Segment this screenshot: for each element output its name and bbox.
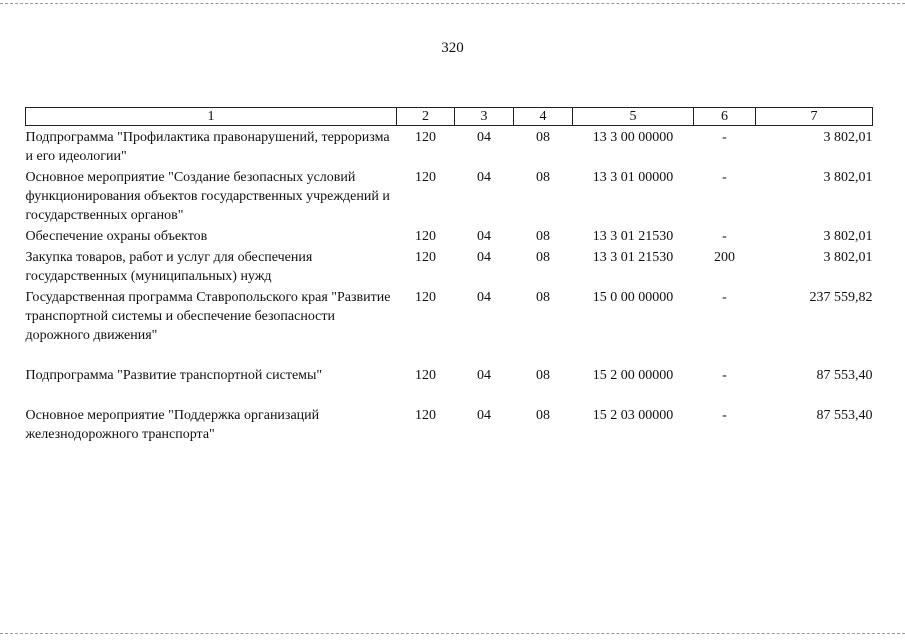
row-amount: 87 553,40	[816, 368, 873, 383]
row-code-5: 13 3 00 00000	[592, 130, 674, 145]
row-amount: 3 802,01	[823, 170, 873, 185]
row-code-6: -	[722, 368, 727, 383]
row-amount: 87 553,40	[816, 408, 873, 423]
table-row	[26, 166, 873, 225]
row-code-4: 08	[536, 250, 550, 265]
row-code-6: 200	[714, 250, 735, 265]
column-header-4: 4	[514, 108, 573, 126]
row-amount: 3 802,01	[823, 130, 873, 145]
row-code-2: 120	[415, 250, 436, 265]
row-code-4: 08	[536, 368, 550, 383]
row-name: Обеспечение охраны объектов	[25, 229, 208, 244]
row-name: Основное мероприятие "Поддержка организаций железнодорожного транспорта"	[25, 408, 320, 442]
row-code-6: -	[722, 408, 727, 423]
row-code-6: -	[722, 130, 727, 145]
row-code-3: 04	[477, 408, 491, 423]
row-name: Подпрограмма "Профилактика правонарушений, терроризма и его идеологии"	[25, 130, 390, 164]
column-header-6: 6	[694, 108, 756, 126]
scan-edge-top	[0, 3, 905, 4]
row-code-2: 120	[415, 408, 436, 423]
row-code-3: 04	[477, 229, 491, 244]
row-code-3: 04	[477, 170, 491, 185]
row-code-2: 120	[415, 368, 436, 383]
column-header-2: 2	[397, 108, 455, 126]
page-number: 320	[441, 40, 464, 56]
table-row	[26, 286, 873, 364]
row-code-2: 120	[415, 229, 436, 244]
row-code-5: 13 3 01 21530	[592, 250, 674, 265]
row-name: Подпрограмма "Развитие транспортной системы"	[25, 368, 323, 383]
table-row	[26, 246, 873, 286]
row-code-2: 120	[415, 170, 436, 185]
row-code-6: -	[722, 229, 727, 244]
row-code-3: 04	[477, 368, 491, 383]
table-row	[26, 225, 873, 246]
column-header-5: 5	[573, 108, 694, 126]
table-row	[26, 126, 873, 167]
budget-table	[25, 107, 873, 444]
column-header-1: 1	[26, 108, 397, 126]
row-code-3: 04	[477, 250, 491, 265]
table-row	[26, 404, 873, 444]
row-name: Основное мероприятие "Создание безопасных условий функционирования объектов государственных учреждений и государственных органов"	[25, 170, 390, 223]
row-code-5: 15 2 03 00000	[592, 408, 674, 423]
row-amount: 3 802,01	[823, 229, 873, 244]
row-code-2: 120	[415, 290, 436, 305]
row-code-4: 08	[536, 130, 550, 145]
column-header-3: 3	[455, 108, 514, 126]
row-code-5: 13 3 01 00000	[592, 170, 674, 185]
row-code-5: 15 2 00 00000	[592, 368, 674, 383]
row-code-5: 15 0 00 00000	[592, 290, 674, 305]
row-name: Закупка товаров, работ и услуг для обеспечения государственных (муниципальных) нужд	[25, 250, 313, 284]
row-code-3: 04	[477, 290, 491, 305]
row-code-5: 13 3 01 21530	[592, 229, 674, 244]
row-amount: 237 559,82	[809, 290, 873, 305]
row-code-3: 04	[477, 130, 491, 145]
column-number-header-row	[26, 108, 873, 126]
row-amount: 3 802,01	[823, 250, 873, 265]
row-code-4: 08	[536, 229, 550, 244]
scan-edge-bottom	[0, 633, 905, 634]
row-code-4: 08	[536, 408, 550, 423]
row-code-4: 08	[536, 290, 550, 305]
row-code-6: -	[722, 290, 727, 305]
row-code-6: -	[722, 170, 727, 185]
row-code-4: 08	[536, 170, 550, 185]
row-name: Государственная программа Ставропольского края "Развитие транспортной системы и обеспечение безопасности дорожного движения"	[25, 290, 391, 343]
column-header-7: 7	[756, 108, 873, 126]
table-row	[26, 364, 873, 404]
row-code-2: 120	[415, 130, 436, 145]
